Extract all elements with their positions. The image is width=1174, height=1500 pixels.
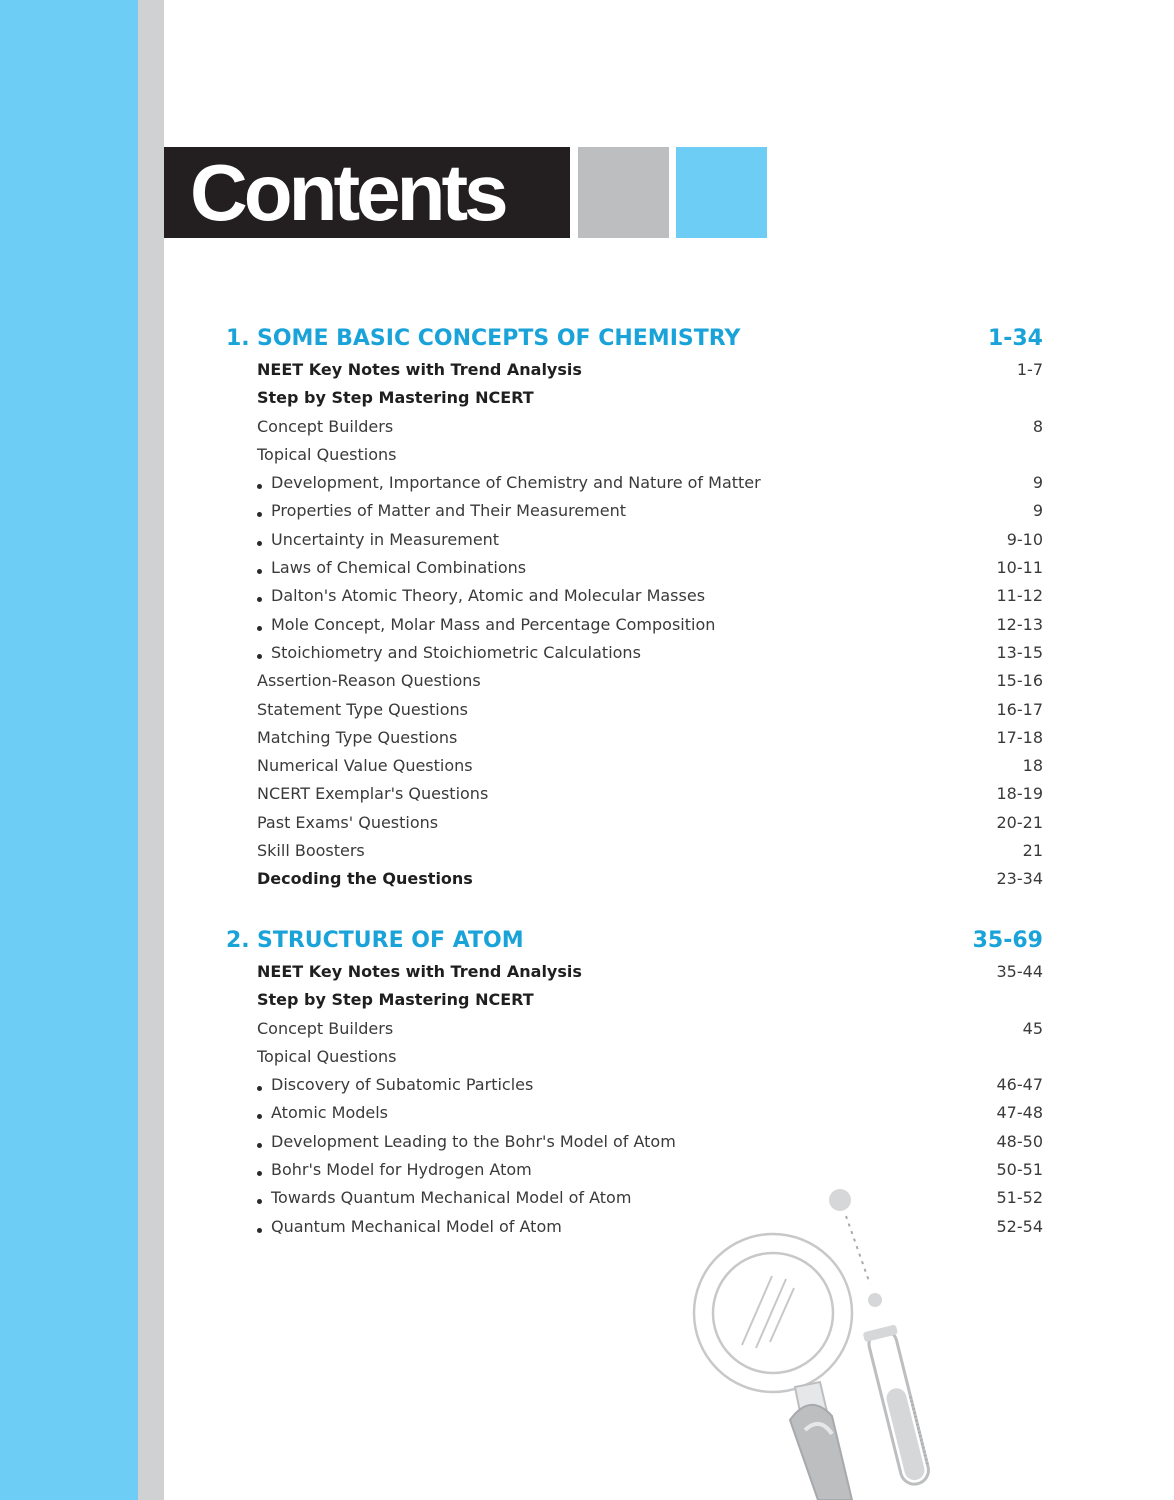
toc-entry-pages: 23-34 <box>996 869 1043 889</box>
chapter-page-range: 35-69 <box>972 928 1043 953</box>
toc-entry[interactable] <box>0 441 1174 469</box>
chapter-2 <box>0 924 1174 1241</box>
toc-entry[interactable] <box>0 780 1174 808</box>
toc-entry-label: Statement Type Questions <box>257 699 469 719</box>
toc-entry-pages: 50-51 <box>996 1160 1043 1180</box>
toc-entry-label: Bohr's Model for Hydrogen Atom <box>271 1160 532 1180</box>
toc-entry-label: Concept Builders <box>257 1018 394 1038</box>
toc-entry-label: NEET Key Notes with Trend Analysis <box>257 962 582 981</box>
toc-entry-pages: 52-54 <box>996 1216 1043 1236</box>
toc-entry-label: Matching Type Questions <box>257 727 458 747</box>
bullet-icon <box>257 512 262 517</box>
toc-entry[interactable] <box>0 1128 1174 1156</box>
title-blue-square <box>676 147 767 238</box>
bullet-icon <box>257 1199 262 1204</box>
toc-entry-label: Assertion-Reason Questions <box>257 671 481 691</box>
title-gray-square <box>578 147 669 238</box>
chapter-title: STRUCTURE OF ATOM <box>257 928 524 953</box>
toc-entry-pages: 12-13 <box>996 614 1043 634</box>
chapter-number: 1. <box>226 326 250 351</box>
toc-entry-label: Towards Quantum Mechanical Model of Atom <box>271 1188 632 1208</box>
bullet-icon <box>257 1143 262 1148</box>
toc-entry-pages: 9 <box>1032 501 1043 521</box>
toc-entry-label: Concept Builders <box>257 416 394 436</box>
bullet-icon <box>257 1228 262 1233</box>
toc-entry[interactable] <box>0 639 1174 667</box>
toc-entry-label: Step by Step Mastering NCERT <box>257 990 534 1010</box>
bullet-icon <box>257 654 262 659</box>
bullet-icon <box>257 484 262 489</box>
magnifying-glass-and-test-tube-icon <box>680 1180 970 1500</box>
toc-entry[interactable] <box>0 696 1174 724</box>
toc-entry[interactable] <box>0 865 1174 893</box>
bullet-icon <box>257 597 262 602</box>
chapter-1 <box>0 322 1174 894</box>
bullet-icon <box>257 626 262 631</box>
toc-entry[interactable] <box>0 582 1174 610</box>
toc-entry[interactable] <box>0 809 1174 837</box>
toc-entry[interactable] <box>0 837 1174 865</box>
toc-entry-pages: 13-15 <box>996 642 1043 662</box>
toc-entry-label: Step by Step Mastering NCERT <box>257 388 534 408</box>
toc-entry-pages: 15-16 <box>996 671 1043 691</box>
toc-entry-pages: 18-19 <box>996 784 1043 804</box>
toc-entry-pages: 9-10 <box>1006 529 1043 549</box>
toc-entry-label: NEET Key Notes with Trend Analysis <box>257 360 582 379</box>
toc-entry-pages: 46-47 <box>996 1075 1043 1095</box>
bullet-icon <box>257 1086 262 1091</box>
toc-entry-pages: 47-48 <box>996 1103 1043 1123</box>
toc-entry-pages: 10-11 <box>996 558 1043 578</box>
toc-entry-pages: 1-7 <box>1016 360 1043 379</box>
toc-entry-pages: 45 <box>1022 1018 1043 1038</box>
toc-entry[interactable] <box>0 526 1174 554</box>
toc-entry[interactable] <box>0 1156 1174 1184</box>
toc-entry[interactable] <box>0 469 1174 497</box>
toc-entry-label: Uncertainty in Measurement <box>271 529 500 549</box>
toc-entry-label: Stoichiometry and Stoichiometric Calculations <box>271 642 641 662</box>
page-title: Contents <box>190 148 505 237</box>
toc-entry-label: Quantum Mechanical Model of Atom <box>271 1216 562 1236</box>
toc-entry[interactable] <box>0 554 1174 582</box>
toc-entry[interactable] <box>0 1015 1174 1043</box>
toc-entry-label: Discovery of Subatomic Particles <box>271 1075 534 1095</box>
toc-entry-pages: 16-17 <box>996 699 1043 719</box>
toc-entry[interactable] <box>0 667 1174 695</box>
toc-entry[interactable] <box>0 356 1174 384</box>
toc-entry[interactable] <box>0 611 1174 639</box>
toc-entry-pages: 21 <box>1022 841 1043 861</box>
toc-entry-pages: 20-21 <box>996 812 1043 832</box>
toc-entry-pages: 48-50 <box>996 1131 1043 1151</box>
toc-entry-pages: 18 <box>1022 756 1043 776</box>
toc-entry[interactable] <box>0 413 1174 441</box>
toc-entry-label: Past Exams' Questions <box>257 812 439 832</box>
toc-entry-label: Skill Boosters <box>257 841 365 861</box>
toc-entry-pages: 9 <box>1032 473 1043 493</box>
toc-entry-label: Development Leading to the Bohr's Model of Atom <box>271 1131 676 1151</box>
toc-entry[interactable] <box>0 1099 1174 1127</box>
toc-entry-pages: 51-52 <box>996 1188 1043 1208</box>
chapter-page-range: 1-34 <box>987 326 1043 351</box>
toc-entry[interactable] <box>0 1184 1174 1212</box>
toc-entry[interactable] <box>0 497 1174 525</box>
toc-entry-label: Topical Questions <box>257 1046 397 1066</box>
chapter-number: 2. <box>226 928 250 953</box>
toc-entry-label: Atomic Models <box>271 1103 389 1123</box>
toc-entry[interactable] <box>0 752 1174 780</box>
toc-entry-pages: 11-12 <box>996 586 1043 606</box>
toc-entry[interactable] <box>0 1213 1174 1241</box>
toc-entry-label: Numerical Value Questions <box>257 756 473 776</box>
bullet-icon <box>257 1114 262 1119</box>
toc-entry-label: Laws of Chemical Combinations <box>271 558 527 578</box>
toc-entry[interactable] <box>0 958 1174 986</box>
toc-entry[interactable] <box>0 384 1174 412</box>
chapter-heading[interactable] <box>0 322 1174 356</box>
toc-entry[interactable] <box>0 986 1174 1014</box>
bullet-icon <box>257 1171 262 1176</box>
toc-entry-label: Dalton's Atomic Theory, Atomic and Molecular Masses <box>271 586 706 606</box>
toc-entry[interactable] <box>0 724 1174 752</box>
toc-entry-pages: 8 <box>1032 416 1043 436</box>
toc-entry-pages: 17-18 <box>996 727 1043 747</box>
chapter-heading[interactable] <box>0 924 1174 958</box>
bullet-icon <box>257 541 262 546</box>
bullet-icon <box>257 569 262 574</box>
toc-entry-label: Decoding the Questions <box>257 869 473 889</box>
chapter-title: SOME BASIC CONCEPTS OF CHEMISTRY <box>257 326 741 351</box>
toc-entry-label: Mole Concept, Molar Mass and Percentage Composition <box>271 614 716 634</box>
toc-entry-label: Topical Questions <box>257 444 397 464</box>
toc-entry[interactable] <box>0 1071 1174 1099</box>
toc-entry-label: NCERT Exemplar's Questions <box>257 784 489 804</box>
toc-entry[interactable] <box>0 1043 1174 1071</box>
toc-entry-pages: 35-44 <box>996 962 1043 981</box>
toc-entry-label: Properties of Matter and Their Measurement <box>271 501 627 521</box>
toc-entry-label: Development, Importance of Chemistry and Nature of Matter <box>271 473 761 493</box>
